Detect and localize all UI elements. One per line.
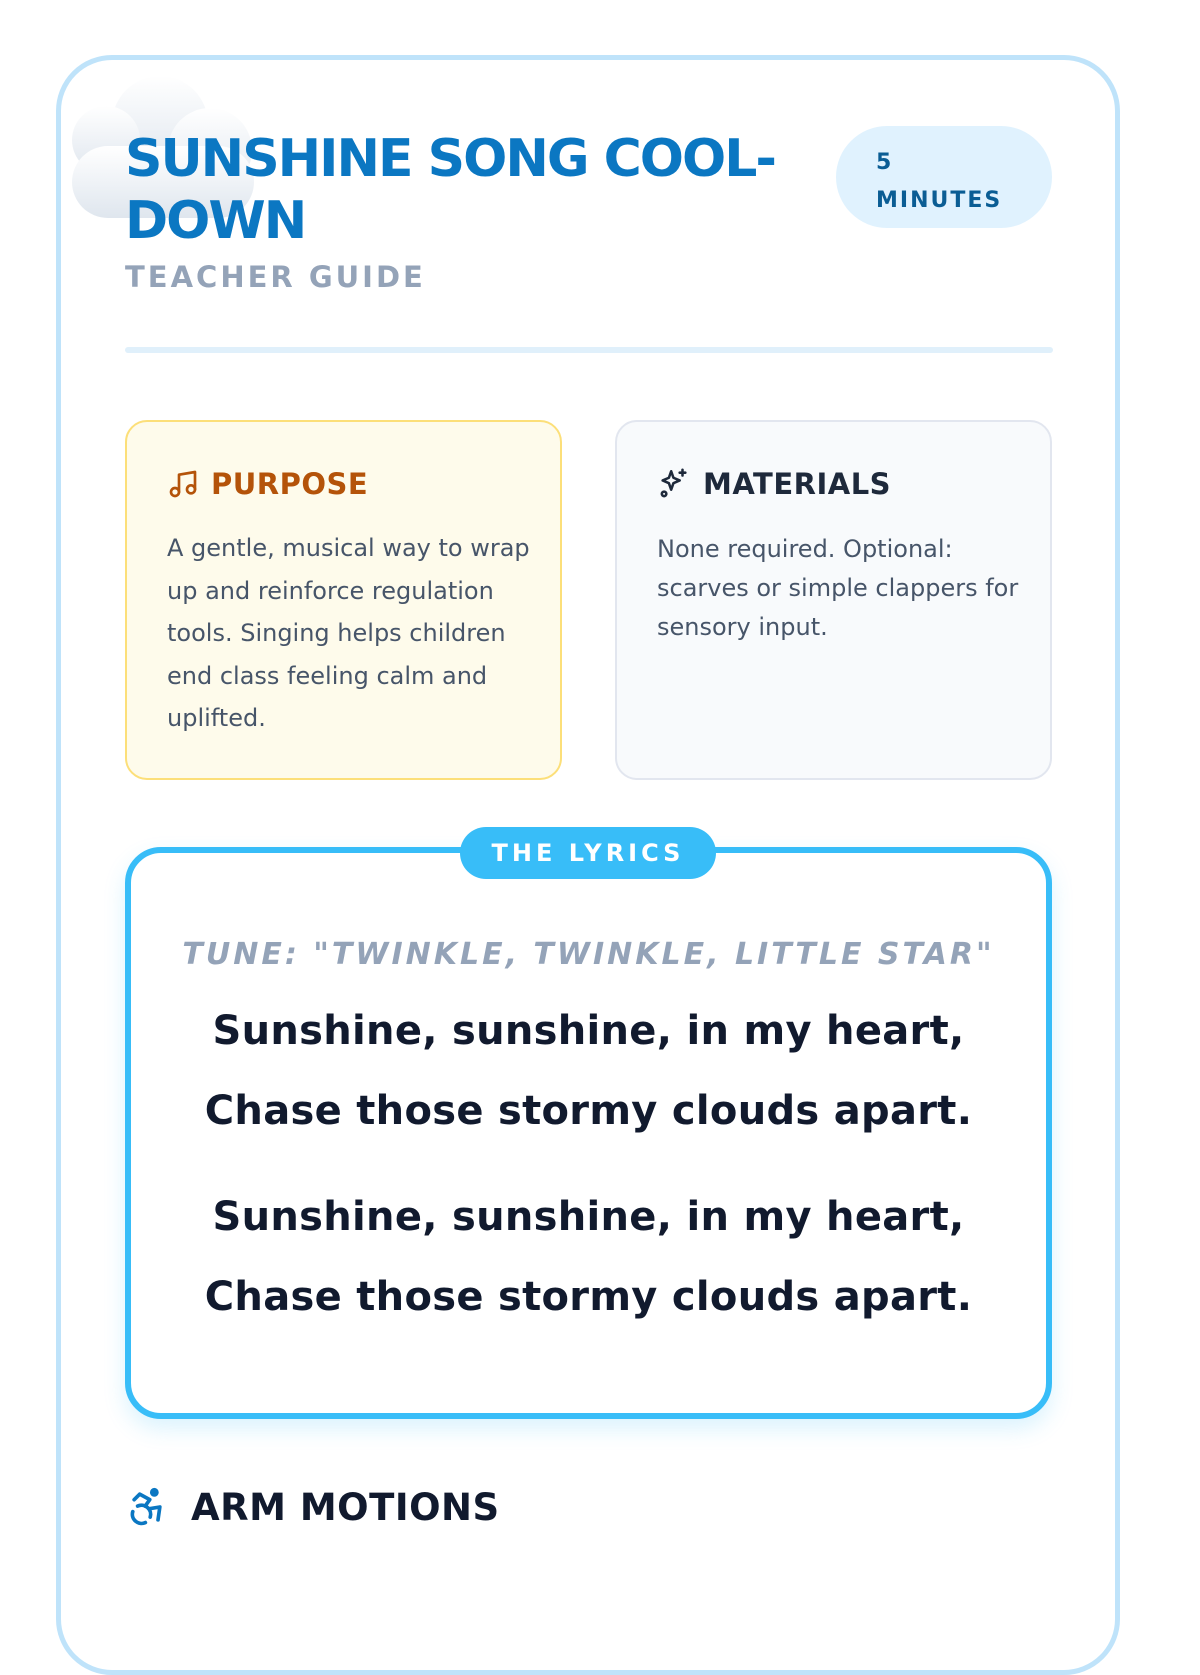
lyric-line: Sunshine, sunshine, in my heart, — [212, 1194, 965, 1240]
lyrics-panel — [125, 847, 1052, 1419]
lyric-line: Chase those stormy clouds apart. — [204, 1088, 973, 1134]
purpose-text: A gentle, musical way to wrap up and reinforce regulation tools. Singing helps children end class feeling calm and uplifted. — [167, 534, 530, 732]
materials-heading: MATERIALS — [703, 467, 892, 501]
lyrics-verse-2 — [131, 1177, 1046, 1337]
duration-unit: MINUTES — [876, 188, 1003, 213]
header-divider — [125, 347, 1053, 353]
materials-card — [615, 420, 1052, 780]
materials-heading-row — [657, 467, 891, 501]
music-note-icon — [167, 468, 199, 500]
duration-number: 5 — [876, 150, 894, 175]
duration-badge — [836, 126, 1052, 228]
tune-label: TUNE: "TWINKLE, TWINKLE, LITTLE STAR" — [182, 937, 995, 972]
accessibility-icon — [125, 1485, 169, 1529]
lyric-line: Sunshine, sunshine, in my heart, — [212, 1008, 965, 1054]
sparkles-icon — [657, 467, 691, 501]
page-subtitle: TEACHER GUIDE — [125, 260, 426, 294]
purpose-heading: PURPOSE — [211, 467, 369, 501]
purpose-card — [125, 420, 562, 780]
page-title — [125, 128, 825, 252]
materials-text: None required. Optional: scarves or simple clappers for sensory input. — [657, 535, 1019, 641]
lyric-line: Chase those stormy clouds apart. — [204, 1274, 973, 1320]
lyrics-verse-1 — [131, 991, 1046, 1151]
purpose-heading-row — [167, 467, 368, 501]
lyrics-tag: THE LYRICS — [460, 827, 716, 879]
page-title-line2: DOWN — [125, 191, 306, 251]
arm-motions-label: ARM MOTIONS — [191, 1485, 500, 1529]
page-title-line1: SUNSHINE SONG COOL- — [125, 129, 775, 189]
arm-motions-heading — [125, 1485, 500, 1529]
header — [125, 128, 825, 294]
